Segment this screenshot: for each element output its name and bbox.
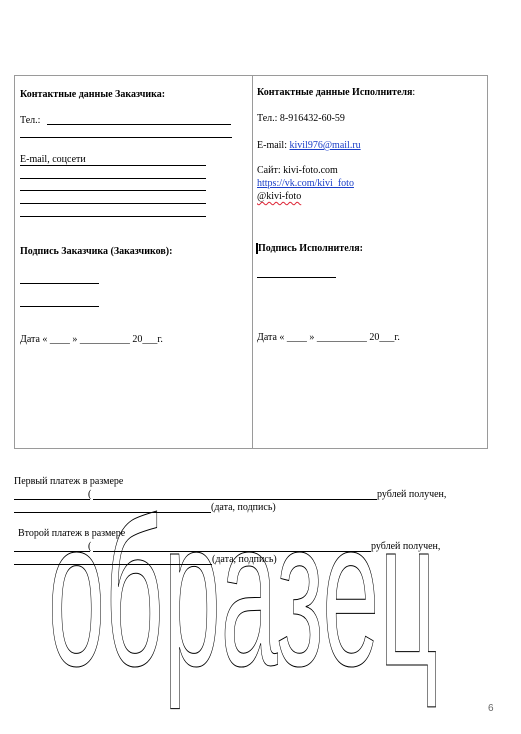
customer-extra-line-3[interactable] <box>20 203 206 204</box>
executor-title-colon: : <box>412 87 416 98</box>
executor-signature-line[interactable] <box>257 277 336 278</box>
first-payment-label: Первый платеж в размере <box>14 476 124 487</box>
executor-email-link[interactable]: kivil976@mail.ru <box>289 140 361 151</box>
second-payment-amount-line[interactable] <box>14 551 90 552</box>
customer-phone-line[interactable] <box>47 124 231 125</box>
customer-signature-line-2[interactable] <box>20 306 99 307</box>
second-payment-words-line[interactable] <box>93 551 371 552</box>
executor-site: Сайт: kivi-foto.com <box>257 165 338 176</box>
executor-insta-text: @kivi-foto <box>257 191 302 202</box>
customer-extra-line-2[interactable] <box>20 190 206 191</box>
second-payment-received: рублей получен, <box>371 541 441 552</box>
executor-contacts-title <box>257 87 415 99</box>
customer-signature-line-1[interactable] <box>20 283 99 284</box>
executor-title-text: Контактные данные Исполнителя <box>257 87 413 98</box>
first-payment-words-line[interactable] <box>93 499 377 500</box>
first-payment-paren: ( <box>88 489 92 500</box>
first-payment-date-line[interactable] <box>14 512 211 513</box>
customer-extra-line-1[interactable] <box>20 178 206 179</box>
customer-signature-title: Подпись Заказчика (Заказчиков): <box>20 246 173 257</box>
first-payment-amount-line[interactable] <box>14 499 90 500</box>
customer-phone-line-2[interactable] <box>20 137 232 138</box>
customer-phone-label: Тел.: <box>20 115 41 126</box>
second-payment-date-line[interactable] <box>14 564 212 565</box>
customer-extra-line-4[interactable] <box>20 216 206 217</box>
contacts-table <box>14 75 488 449</box>
executor-insta <box>257 191 301 203</box>
first-payment-date-sign: (дата, подпись) <box>211 502 276 513</box>
table-column-divider <box>252 76 253 448</box>
customer-email-line[interactable] <box>20 165 206 166</box>
page-number: 6 <box>488 703 494 714</box>
second-payment-date-sign: (дата, подпись) <box>212 554 277 565</box>
executor-vk-link[interactable]: https://vk.com/kivi_foto <box>257 178 354 189</box>
watermark-text: образец <box>48 475 438 710</box>
executor-phone: Тел.: 8-916432-60-59 <box>257 113 345 124</box>
first-payment-received: рублей получен, <box>377 489 447 500</box>
customer-contacts-title: Контактные данные Заказчика: <box>20 89 166 100</box>
second-payment-label: Второй платеж в размере <box>18 528 126 539</box>
customer-date: Дата « ____ » __________ 20___г. <box>20 334 163 345</box>
executor-email-label: E-mail: <box>257 140 290 151</box>
executor-signature-title: Подпись Исполнителя: <box>258 243 363 254</box>
second-payment-paren: ( <box>88 541 92 552</box>
executor-email-row <box>257 140 361 152</box>
executor-date: Дата « ____ » __________ 20___г. <box>257 332 400 343</box>
customer-email-label-text: E-mail, соцсети <box>20 154 86 165</box>
